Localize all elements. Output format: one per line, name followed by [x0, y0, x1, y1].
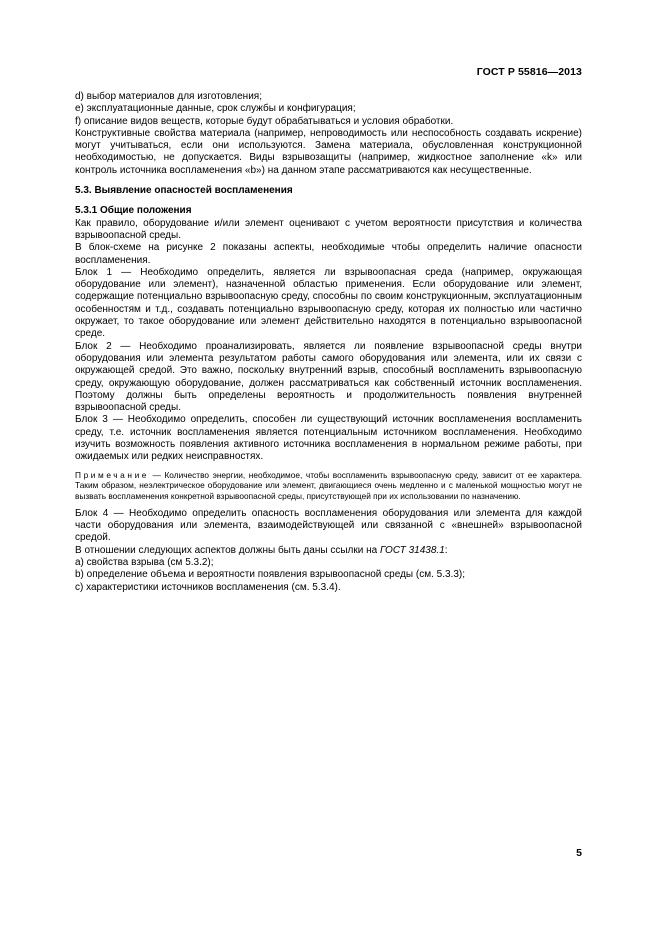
list-item-e: e) эксплуатационные данные, срок службы и конфигурация; — [75, 103, 356, 115]
standard-header: ГОСТ Р 55816—2013 — [476, 66, 582, 78]
paragraph-block-1: Блок 1 — Необходимо определить, является ли взрывоопасная среда (например, окружающая оборудование или элемент), назначенной областью применения. Если оборудование или элемент, содержащие потенциально взрывоопасную среду, способны по своим конструкционным, эксплуатационным особенностям и т.д., создавать потенциально взрывоопасную среду, которая их полностью или частично окружает, то такое оборудование или элемент действительно находятся в потенциально взрывоопасной среде. — [75, 266, 582, 340]
note-text: — Количество энергии, необходимое, чтобы воспламенить взрывоопасную среду, зависит от ее характера. Таким образом, неэлектрическое оборудование или элемент, двигающиеся очень медленно и с маленькой мощностью могут не вызвать воспламенения конкретной взрывоопасной среды, присутствующей при их использовании по назначению. — [75, 469, 582, 502]
list-item-a: a) свойства взрыва (см 5.3.2); — [75, 556, 214, 568]
note — [75, 470, 582, 502]
paragraph-block-2: Блок 2 — Необходимо проанализировать, является ли появление взрывоопасной среды внутри оборудования или элемента результатом работы самого оборудования или элемента, или их связи с окружающей средой. Это важно, поскольку внутренний взрыв, способный воспламенить взрывоопасную среду, окружающую оборудование, должен рассматриваться как собственный источник воспламенения. Поэтому должны быть определены вероятность и продолжительность появления внутренней взрывоопасной среды. — [75, 340, 582, 414]
page-number: 5 — [576, 847, 582, 859]
list-item-c: c) характеристики источников воспламенения (см. 5.3.4). — [75, 581, 341, 593]
references-intro: В отношении следующих аспектов должны быть даны ссылки на — [75, 544, 380, 556]
references-colon: : — [444, 544, 448, 556]
paragraph-block-3: Блок 3 — Необходимо определить, способен ли существующий источник воспламенения воспламенить среду, т.е. источник воспламенения является потенциальным источником воспламенения. Необходимо изучить возможность появления активного источника воспламенения в нормальном режиме работы, при ожидаемых или редких неисправностях. — [75, 414, 582, 463]
section-heading-5-3-1: 5.3.1 Общие положения — [75, 205, 192, 217]
page-content — [75, 91, 582, 594]
list-item-d: d) выбор материалов для изготовления; — [75, 91, 262, 102]
list-item-f: f) описание видов веществ, которые будут обрабатываться и условия обработки. — [75, 115, 454, 127]
paragraph-materials — [75, 128, 582, 177]
paragraph-flowchart: В блок-схеме на рисунке 2 показаны аспекты, необходимые чтобы определить наличие опасности воспламенения. — [75, 242, 582, 266]
paragraph-materials-text: Конструктивные свойства материала (например, непроводимость или неспособность создавать искрение) могут учитываться, если они используются. Замена материала, обусловленная конструкционной необходимостью, не допускается. Виды взрывозащиты (например, жидкостное заполнение «k» или контроль источника воспламенения «b») на данном этапе рассматриваются как несущественные. — [75, 127, 582, 176]
paragraph-references — [75, 545, 582, 557]
standard-reference-link[interactable]: ГОСТ 31438.1 — [379, 544, 445, 556]
note-label: Примечание — [75, 469, 150, 480]
paragraph-general: Как правило, оборудование и/или элемент оценивают с учетом вероятности присутствия и количества взрывоопасной среды. — [75, 217, 582, 241]
list-item-b: b) определение объема и вероятности появления взрывоопасной среды (см. 5.3.3); — [75, 569, 465, 581]
paragraph-block-4: Блок 4 — Необходимо определить опасность воспламенения оборудования или элемента для каждой части оборудования или элемента, взаимодействующей или связанной с «внешней» взрывоопасной средой. — [75, 507, 582, 544]
section-heading-5-3: 5.3. Выявление опасностей воспламенения — [75, 185, 293, 197]
